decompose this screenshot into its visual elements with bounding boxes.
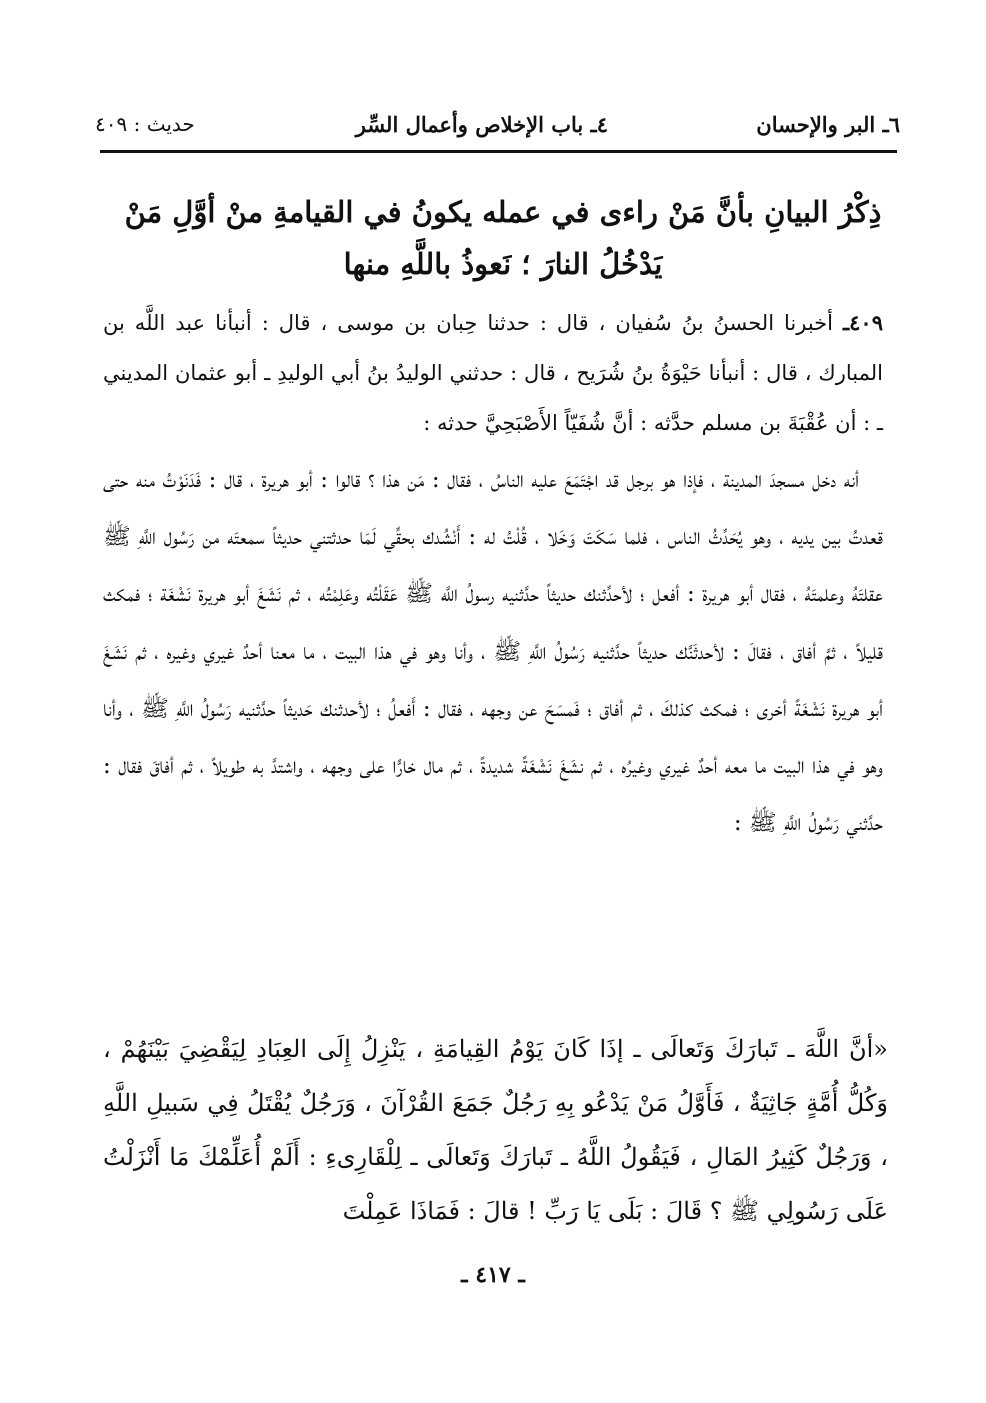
matn-paragraph: أنه دخل مسجدَ المدينة ، فإذا هو برجل قد اجْتَمَعَ عليه الناسُ ، فقال : مَن هذا ؟ قالوا : أبو هريرة ، قال : فَدَنَوْتُ منه حتى قعدتُ بين يديه ، وهو يُحَدِّثُ الناس ، فلما سَكَتَ وَخَلا ، قُلْتُ له : أَنْشُدك بحقِّي لَمَا حدثتني حديثاً سمعتَه من رَسُول اللَّهِ ﷺ عقلتَهُ وعلمتَهُ ، فقال أبو هريرة : أفعل ؛ لأحدِّثنك حديثاً حدَّثنيه رسولُ اللَّه ﷺ عَقَلْتُه وعَلِمْتُه ، ثم نَشَغَ أبو هريرة نَشْغَة ؛ فمكث قليلاً ، ثمَّ أفاق ، فقالَ : لأحدثَنَّك حديثاً حدَّثنيه رَسُولُ اللَّهِ ﷺ ، وأنا وهو في هذا البيت ، ما معنا أحدٌ غيري وغيره ، ثم نَشَغَ أبو هريرة نَشْغَةً أخرى ؛ فمكث كذلكَ ، ثم أفاق ؛ فَمسَحَ عن وجهه ، فقال : أَفعلُ ؛ لأحدثنك حَديثاً حدَّثنيه رَسُولُ اللَّهِ ﷺ ، وأنا وهو في هذا البيت ما معه أحدٌ غيري وغيرُه ، ثم نشَغَ نَشْغَةً شديدةً ، ثم مال خارًّا على وجهه ، واشتدَّ به طويلاً ، ثم أفاقَ فقال : حدَّثني رَسُولُ اللَّهِ ﷺ :	[103, 467, 883, 837]
chapter-heading-line-2: يَدْخُلُ النارَ ؛ نَعوذُ باللَّهِ منها	[343, 247, 663, 281]
running-header-chapter: ٦ـ البر والإحسان	[756, 112, 900, 137]
chapter-heading	[120, 186, 886, 290]
hadith-quote-paragraph: «أنَّ اللَّهَ ـ تَبارَكَ وَتَعالَى ـ إذَا كَانَ يَوْمُ القِيامَةِ ، يَنْزِلُ إِلَى العِبَادِ لِيَقْضِيَ بَيْنَهُمْ ، وَكُلُّ أُمَّةٍ جَاثِيَةٌ ، فَأَوَّلُ مَنْ يَدْعُو بِهِ رَجُلٌ جَمَعَ القُرْآنَ ، وَرَجُلٌ يُقْتَلُ فِي سَبيلِ اللَّهِ ، وَرَجُلٌ كَثِيرُ المَالِ ، فَيَقُولُ اللَّهُ ـ تَبارَكَ وَتَعالَى ـ لِلْقَارِىءِ : أَلَمْ أُعَلِّمْكَ مَا أَنْزَلْتُ عَلَى رَسُولِي ﷺ ؟ قَالَ : بَلَى يَا رَبِّ ! قالَ : فَمَاذَا عَمِلْتَ	[103, 1035, 888, 1225]
hadith-number: ٤٠٩ـ	[842, 310, 883, 335]
isnad-text: أخبرنا الحسنُ بنُ سُفيان ، قال : حدثنا حِبان بن موسى ، قال : أنبأنا عبد اللَّه بن المبارك ، قال : أنبأنا حَيْوَةُ بنُ شُرَيح ، قال : حدثني الوليدُ بنُ أبي الوليدِ ـ أبو عثمان المديني ـ : أن عُقْبَةَ بن مسلم حدَّثه : أنَّ شُفَيّاً الأَصْبَحِيَّ حدثه :	[103, 311, 883, 435]
page-number: ـ ٤١٧ ـ	[461, 1262, 525, 1288]
isnad-paragraph	[103, 298, 883, 448]
header-rule	[100, 150, 897, 153]
chapter-heading-line-1: ذِكْرُ البيانِ بأنَّ مَنْ راءى في عمله يكونُ في القيامةِ منْ أوَّلِ مَنْ	[124, 195, 882, 229]
running-header-hadith-ref: حديث : ٤٠٩	[95, 112, 195, 136]
running-header	[95, 112, 900, 148]
running-header-section: ٤ـ باب الإخلاص وأعمال السِّر	[355, 112, 608, 137]
